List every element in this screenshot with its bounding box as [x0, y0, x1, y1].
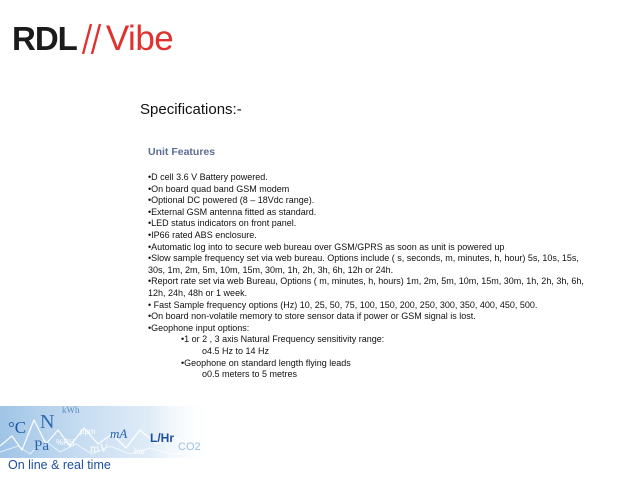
unit-label: CO2	[178, 441, 201, 453]
list-item: •Report rate set via web Bureau, Options ( m, minutes, h, hours) 1m, 2m, 5m, 10m, 15m, 30m, 1h, 2h, 3h, 6h,	[148, 276, 584, 287]
unit-label: bar	[134, 447, 146, 456]
sub-sub-list-item: o0.5 meters to 5 metres	[202, 369, 298, 380]
list-item-continued: 30s, 1m, 2m, 5m, 10m, 15m, 30m, 1h, 2h, 3h, 6h, 12h or 24h.	[148, 264, 394, 275]
page-title: Specifications:-	[140, 101, 242, 118]
section-heading: Unit Features	[148, 146, 216, 158]
unit-label: L/Hr	[150, 431, 174, 445]
logo-double-slash-icon	[80, 22, 104, 56]
list-item: •Automatic log into to secure web bureau over GSM/GPRS as soon as unit is powered up	[148, 241, 505, 252]
list-item: •Optional DC powered (8 – 18Vdc range).	[148, 195, 315, 206]
tagline: On line & real time	[8, 458, 111, 472]
list-item: •On board non-volatile memory to store sensor data if power or GSM signal is lost.	[148, 311, 476, 322]
list-item: •IP66 rated ABS enclosure.	[148, 229, 257, 240]
list-item: •D cell 3.6 V Battery powered.	[148, 172, 268, 182]
list-item-continued: 12h, 24h, 48h or 1 week.	[148, 287, 248, 298]
list-item: •Geophone input options:	[148, 322, 250, 333]
unit-label: mA	[110, 426, 128, 441]
list-item: •LED status indicators on front panel.	[148, 218, 297, 229]
list-item: •External GSM antenna fitted as standard.	[148, 206, 317, 217]
sub-list-item: •Geophone on standard length flying leads	[181, 357, 351, 368]
rdl-vibe-logo	[12, 19, 174, 58]
list-item: •On board quad band GSM modem	[148, 183, 290, 194]
sub-sub-list-item: o4.5 Hz to 14 Hz	[202, 345, 270, 356]
list-item: • Fast Sample frequency options (Hz) 10, 25, 50, 75, 100, 150, 200, 250, 300, 350, 400, 450, 500.	[148, 299, 538, 310]
unit-label: kWh	[62, 405, 80, 415]
unit-label: ppm	[80, 427, 96, 436]
unit-label: N	[40, 411, 55, 433]
unit-label: mV	[90, 441, 108, 455]
logo-vibe-text: Vibe	[105, 19, 174, 58]
logo-rdl-text: RDL	[12, 20, 77, 57]
unit-features-section	[148, 146, 588, 381]
list-item: •Slow sample frequency set via web bureau. Options include ( s, seconds, m, minutes, h, hour) 5s, 10s, 15s,	[148, 253, 579, 264]
unit-label: Pa	[34, 438, 49, 454]
unit-label: %RH	[56, 438, 75, 447]
sub-list-item: •1 or 2 , 3 axis Natural Frequency sensitivity range:	[181, 334, 385, 345]
unit-label: °C	[8, 418, 27, 437]
